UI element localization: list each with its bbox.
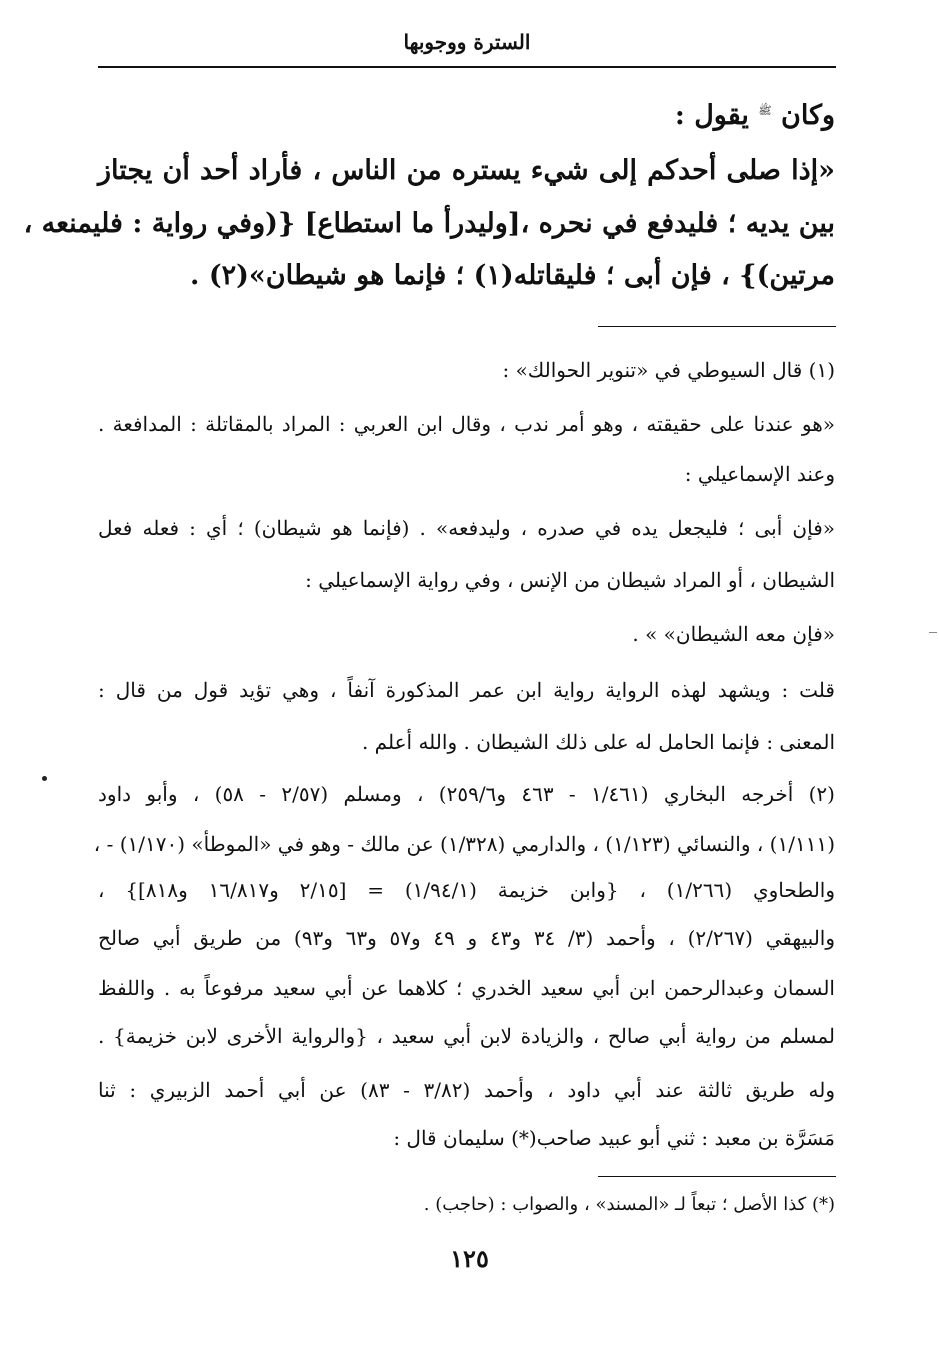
main-line-1-end: يقول : bbox=[674, 100, 749, 131]
footnote-2-line-7: وله طريق ثالثة عند أبي داود ، وأحمد (٣/٨٢ - ٨٣) عن أبي أحمد الزبيري : ثنا bbox=[98, 1078, 835, 1102]
footnote-1-line-6: «فإن معه الشيطان» » . bbox=[632, 622, 835, 646]
footnote-2-line-3: والطحاوي (١/٢٦٦) ، {وابن خزيمة (١/٩٤/١) = [٢/١٥ و١٦/٨١٧ و٨١٨]} ، bbox=[98, 878, 836, 902]
main-line-1 bbox=[98, 100, 835, 131]
hadith-line-3: بين يديه ؛ فليدفع في نحره ،[وليدرأ ما استطاع] {(وفي رواية : فليمنعه ، bbox=[23, 208, 835, 239]
page-number: ١٢٥ bbox=[450, 1244, 489, 1273]
footnote-1-line-4: «فإن أبى ؛ فليجعل يده في صدره ، وليدفعه» . (فإنما هو شيطان) ؛ أي : فعله فعل bbox=[98, 516, 835, 540]
footnote-2-line-8: مَسَرَّة بن معبد : ثني أبو عبيد صاحب(*) سليمان قال : bbox=[393, 1126, 835, 1150]
header-rule bbox=[98, 66, 836, 68]
main-line-1-start: وكان bbox=[781, 100, 835, 131]
footnote-1-line-8: المعنى : فإنما الحامل له على ذلك الشيطان . والله أعلم . bbox=[361, 730, 835, 754]
footnote-2-line-6: لمسلم من رواية أبي صالح ، والزيادة لابن أبي سعيد ، {والرواية الأخرى لابن خزيمة} . bbox=[98, 1024, 836, 1048]
footnote-separator bbox=[598, 326, 836, 327]
footnote-1-line-7: قلت : ويشهد لهذه الرواية رواية ابن عمر المذكورة آنفاً ، وهي تؤيد قول من قال : bbox=[98, 678, 835, 702]
footnote-2-line-1: (٢) أخرجه البخاري (١/٤٦١ - ٤٦٣ و٢٥٩/٦) ، ومسلم (٢/٥٧ - ٥٨) ، وأبو داود bbox=[98, 782, 835, 806]
running-header: السترة ووجوبها bbox=[403, 30, 531, 54]
hadith-line-2: «إذا صلى أحدكم إلى شيء يستره من الناس ، فأراد أحد أن يجتاز bbox=[98, 155, 835, 186]
footnote-2-line-5: السمان وعبدالرحمن ابن أبي سعيد الخدري ؛ كلاهما عن أبي سعيد مرفوعاً به . واللفظ bbox=[98, 976, 835, 1000]
margin-mark bbox=[929, 632, 937, 633]
footnote-1-line-2: «هو عندنا على حقيقته ، وهو أمر ندب ، وقال ابن العربي : المراد بالمقاتلة : المدافعة . bbox=[98, 412, 835, 436]
honorific-glyph: ﷺ bbox=[758, 104, 772, 117]
editor-note: (*) كذا الأصل ؛ تبعاً لـ «المسند» ، والصواب : (حاجب) . bbox=[423, 1194, 835, 1215]
footnote-2-line-2: (١/١١١) ، والنسائي (١/١٢٣) ، والدارمي (١/٣٢٨) عن مالك - وهو في «الموطأ» (١/١٧٠) - ، bbox=[93, 832, 835, 856]
footnote-1-line-1: (١) قال السيوطي في «تنوير الحوالك» : bbox=[502, 358, 835, 382]
footnote-2-line-4: والبيهقي (٢/٢٦٧) ، وأحمد (٣/ ٣٤ و٤٣ و ٤٩ و٥٧ و٦٣ و٩٣) من طريق أبي صالح bbox=[98, 926, 836, 950]
hadith-line-4: مرتين)} ، فإن أبى ؛ فليقاتله(١) ؛ فإنما هو شيطان»(٢) . bbox=[190, 260, 835, 291]
footnote-1-line-3: وعند الإسماعيلي : bbox=[684, 462, 835, 486]
editor-note-separator bbox=[598, 1176, 836, 1177]
ink-speck bbox=[42, 776, 47, 781]
footnote-1-line-5: الشيطان ، أو المراد شيطان من الإنس ، وفي رواية الإسماعيلي : bbox=[305, 568, 835, 592]
